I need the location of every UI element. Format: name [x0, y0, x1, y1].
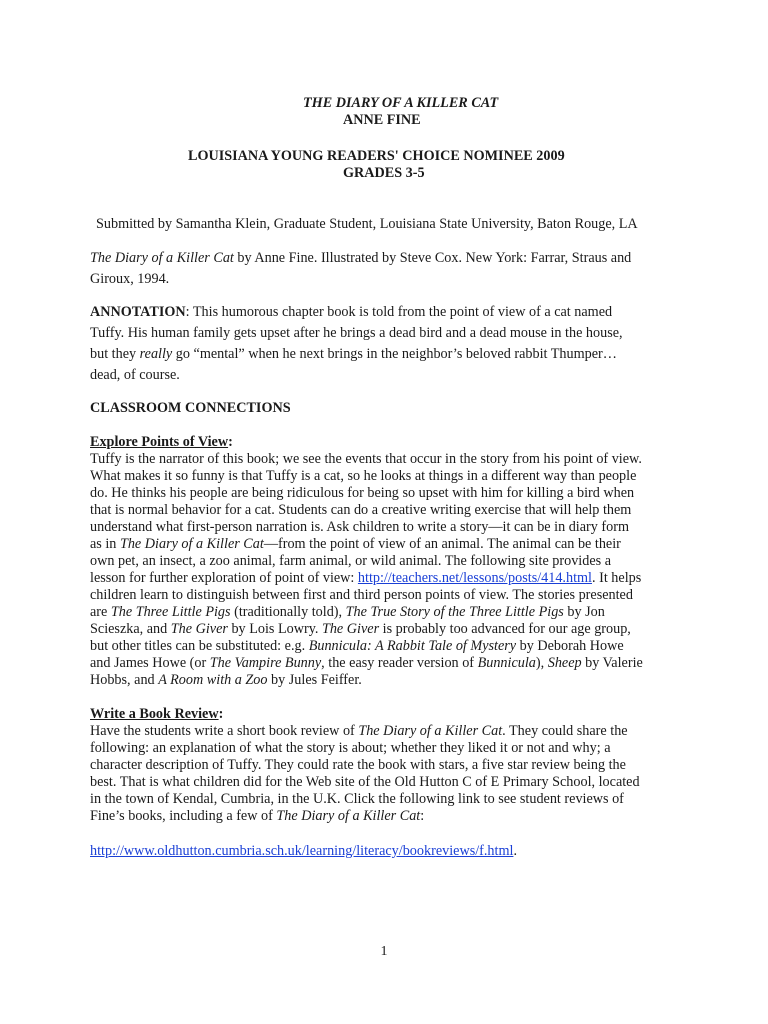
- three-little-pigs-title: The Three Little Pigs: [110, 604, 231, 620]
- explore-text-10e: by Jon: [563, 604, 605, 620]
- review-line-6: [90, 808, 424, 825]
- explore-text-11e: is probably too advanced for our age group,: [379, 621, 631, 637]
- explore-text-12a: but other titles can be substituted: e.g.: [90, 638, 309, 654]
- review-line-5: in the town of Kendal, Cumbria, in the U.K. Click the following link to see student reviews of: [90, 791, 624, 807]
- explore-text-6a: as in: [90, 536, 120, 552]
- citation-title: The Diary of a Killer Cat: [90, 250, 234, 266]
- annotation-line-4: dead, of course.: [90, 367, 180, 383]
- explore-line-9: children learn to distinguish between first and third person points of view. The stories presented: [90, 587, 633, 603]
- explore-text-13c: , the easy reader version of: [321, 655, 478, 671]
- review-book-title-2: The Diary of a Killer Cat: [276, 808, 421, 824]
- explore-text-10a: are: [90, 604, 111, 620]
- review-heading-colon: :: [218, 706, 224, 722]
- explore-text-13g: by Valerie: [581, 655, 643, 671]
- the-giver-title-2: The Giver: [321, 621, 380, 637]
- review-text-6c: :: [420, 808, 425, 824]
- explore-line-7: own pet, an insect, a zoo animal, farm animal, or wild animal. The following site provides a: [90, 553, 611, 569]
- review-text-1c: . They could share the: [502, 723, 628, 739]
- explore-text-11a: Scieszka, and: [90, 621, 171, 637]
- oldhutton-link[interactable]: http://www.oldhutton.cumbria.sch.uk/learning/literacy/bookreviews/f.html: [90, 843, 514, 859]
- explore-line-13: [90, 655, 643, 672]
- book-title: THE DIARY OF A KILLER CAT: [303, 95, 499, 111]
- review-heading-text: Write a Book Review: [90, 706, 219, 722]
- explore-line-11: [90, 621, 631, 638]
- citation-rest-1: by Anne Fine. Illustrated by Steve Cox. New York: Farrar, Straus and: [233, 250, 632, 266]
- explore-line-12: [90, 638, 624, 655]
- explore-line-14: [90, 672, 362, 689]
- review-line-2: following: an explanation of what the story is about; whether they liked it or not and why; a: [90, 740, 611, 756]
- explore-text-11c: by Lois Lowry.: [227, 621, 322, 637]
- annotation-line-1: [90, 304, 612, 321]
- nominee-heading: LOUISIANA YOUNG READERS' CHOICE NOMINEE 2009: [188, 148, 565, 164]
- explore-text-8c: . It helps: [592, 570, 642, 586]
- explore-line-2: What makes it so funny is that Tuffy is a cat, so he looks at things in a different way than people: [90, 468, 637, 484]
- explore-text-13e: ),: [535, 655, 548, 671]
- explore-line-8: [90, 570, 641, 587]
- review-book-title: The Diary of a Killer Cat: [358, 723, 503, 739]
- explore-line-10: [90, 604, 605, 621]
- explore-text-12c: by Deborah Howe: [516, 638, 624, 654]
- review-line-1: [90, 723, 628, 740]
- classroom-connections-heading: CLASSROOM CONNECTIONS: [90, 400, 291, 416]
- author-name: ANNE FINE: [343, 112, 421, 128]
- bunnicula-title: Bunnicula: A Rabbit Tale of Mystery: [308, 638, 517, 654]
- explore-heading-text: Explore Points of View: [90, 434, 229, 450]
- explore-text-6c: —from the point of view of an animal. The animal can be their: [263, 536, 621, 552]
- explore-text-8a: lesson for further exploration of point of view:: [90, 570, 358, 586]
- annotation-emphasis: really: [139, 346, 173, 362]
- explore-line-1: Tuffy is the narrator of this book; we see the events that occur in the story from his point of view.: [90, 451, 642, 467]
- citation-line-1: [90, 250, 631, 267]
- annotation-line-2: Tuffy. His human family gets upset after he brings a dead bird and a dead mouse in the house,: [90, 325, 623, 341]
- explore-heading-colon: :: [228, 434, 233, 450]
- review-line-7: [90, 843, 517, 860]
- grades-heading: GRADES 3-5: [343, 165, 425, 181]
- the-giver-title: The Giver: [170, 621, 228, 637]
- explore-heading: [90, 434, 233, 451]
- sheep-title: Sheep: [547, 655, 582, 671]
- explore-text-13a: and James Howe (or: [90, 655, 210, 671]
- explore-line-4: that is normal behavior for a cat. Students can do a creative writing exercise that will help them: [90, 502, 632, 518]
- explore-line-6: [90, 536, 621, 553]
- bunnicula-title-2: Bunnicula: [477, 655, 536, 671]
- annotation-text-3c: go “mental” when he next brings in the neighbor’s beloved rabbit Thumper…: [172, 346, 617, 362]
- annotation-line-3: [90, 346, 617, 363]
- review-text-1a: Have the students write a short book review of: [90, 723, 359, 739]
- room-with-a-zoo-title: A Room with a Zoo: [158, 672, 268, 688]
- annotation-label: ANNOTATION: [90, 304, 186, 320]
- explore-text-14c: by Jules Feiffer.: [267, 672, 362, 688]
- teachers-net-link[interactable]: http://teachers.net/lessons/posts/414.html: [357, 570, 592, 586]
- review-line-3: character description of Tuffy. They could rate the book with stars, a five star review being the: [90, 757, 626, 773]
- explore-line-5: understand what first-person narration is. Ask children to write a story—it can be in diary form: [90, 519, 629, 535]
- explore-line-3: do. He thinks his people are being ridiculous for being so upset with him for killing a bird when: [90, 485, 635, 501]
- page-number: 1: [380, 944, 388, 959]
- review-heading: [90, 706, 223, 723]
- review-line-4: best. That is what children did for the Web site of the Old Hutton C of E Primary School, located: [90, 774, 640, 790]
- explore-text-14a: Hobbs, and: [90, 672, 159, 688]
- annotation-text-1: : This humorous chapter book is told from the point of view of a cat named: [185, 304, 613, 320]
- review-link-period: .: [513, 843, 517, 859]
- vampire-bunny-title: The Vampire Bunny: [209, 655, 322, 671]
- review-text-6a: Fine’s books, including a few of: [90, 808, 277, 824]
- submitted-by: Submitted by Samantha Klein, Graduate Student, Louisiana State University, Baton Rouge, LA: [96, 216, 638, 232]
- true-story-title: The True Story of the Three Little Pigs: [345, 604, 564, 620]
- annotation-text-3a: but they: [90, 346, 140, 362]
- explore-book-title: The Diary of a Killer Cat: [119, 536, 264, 552]
- explore-text-10c: (traditionally told),: [230, 604, 346, 620]
- citation-line-2: Giroux, 1994.: [90, 271, 170, 287]
